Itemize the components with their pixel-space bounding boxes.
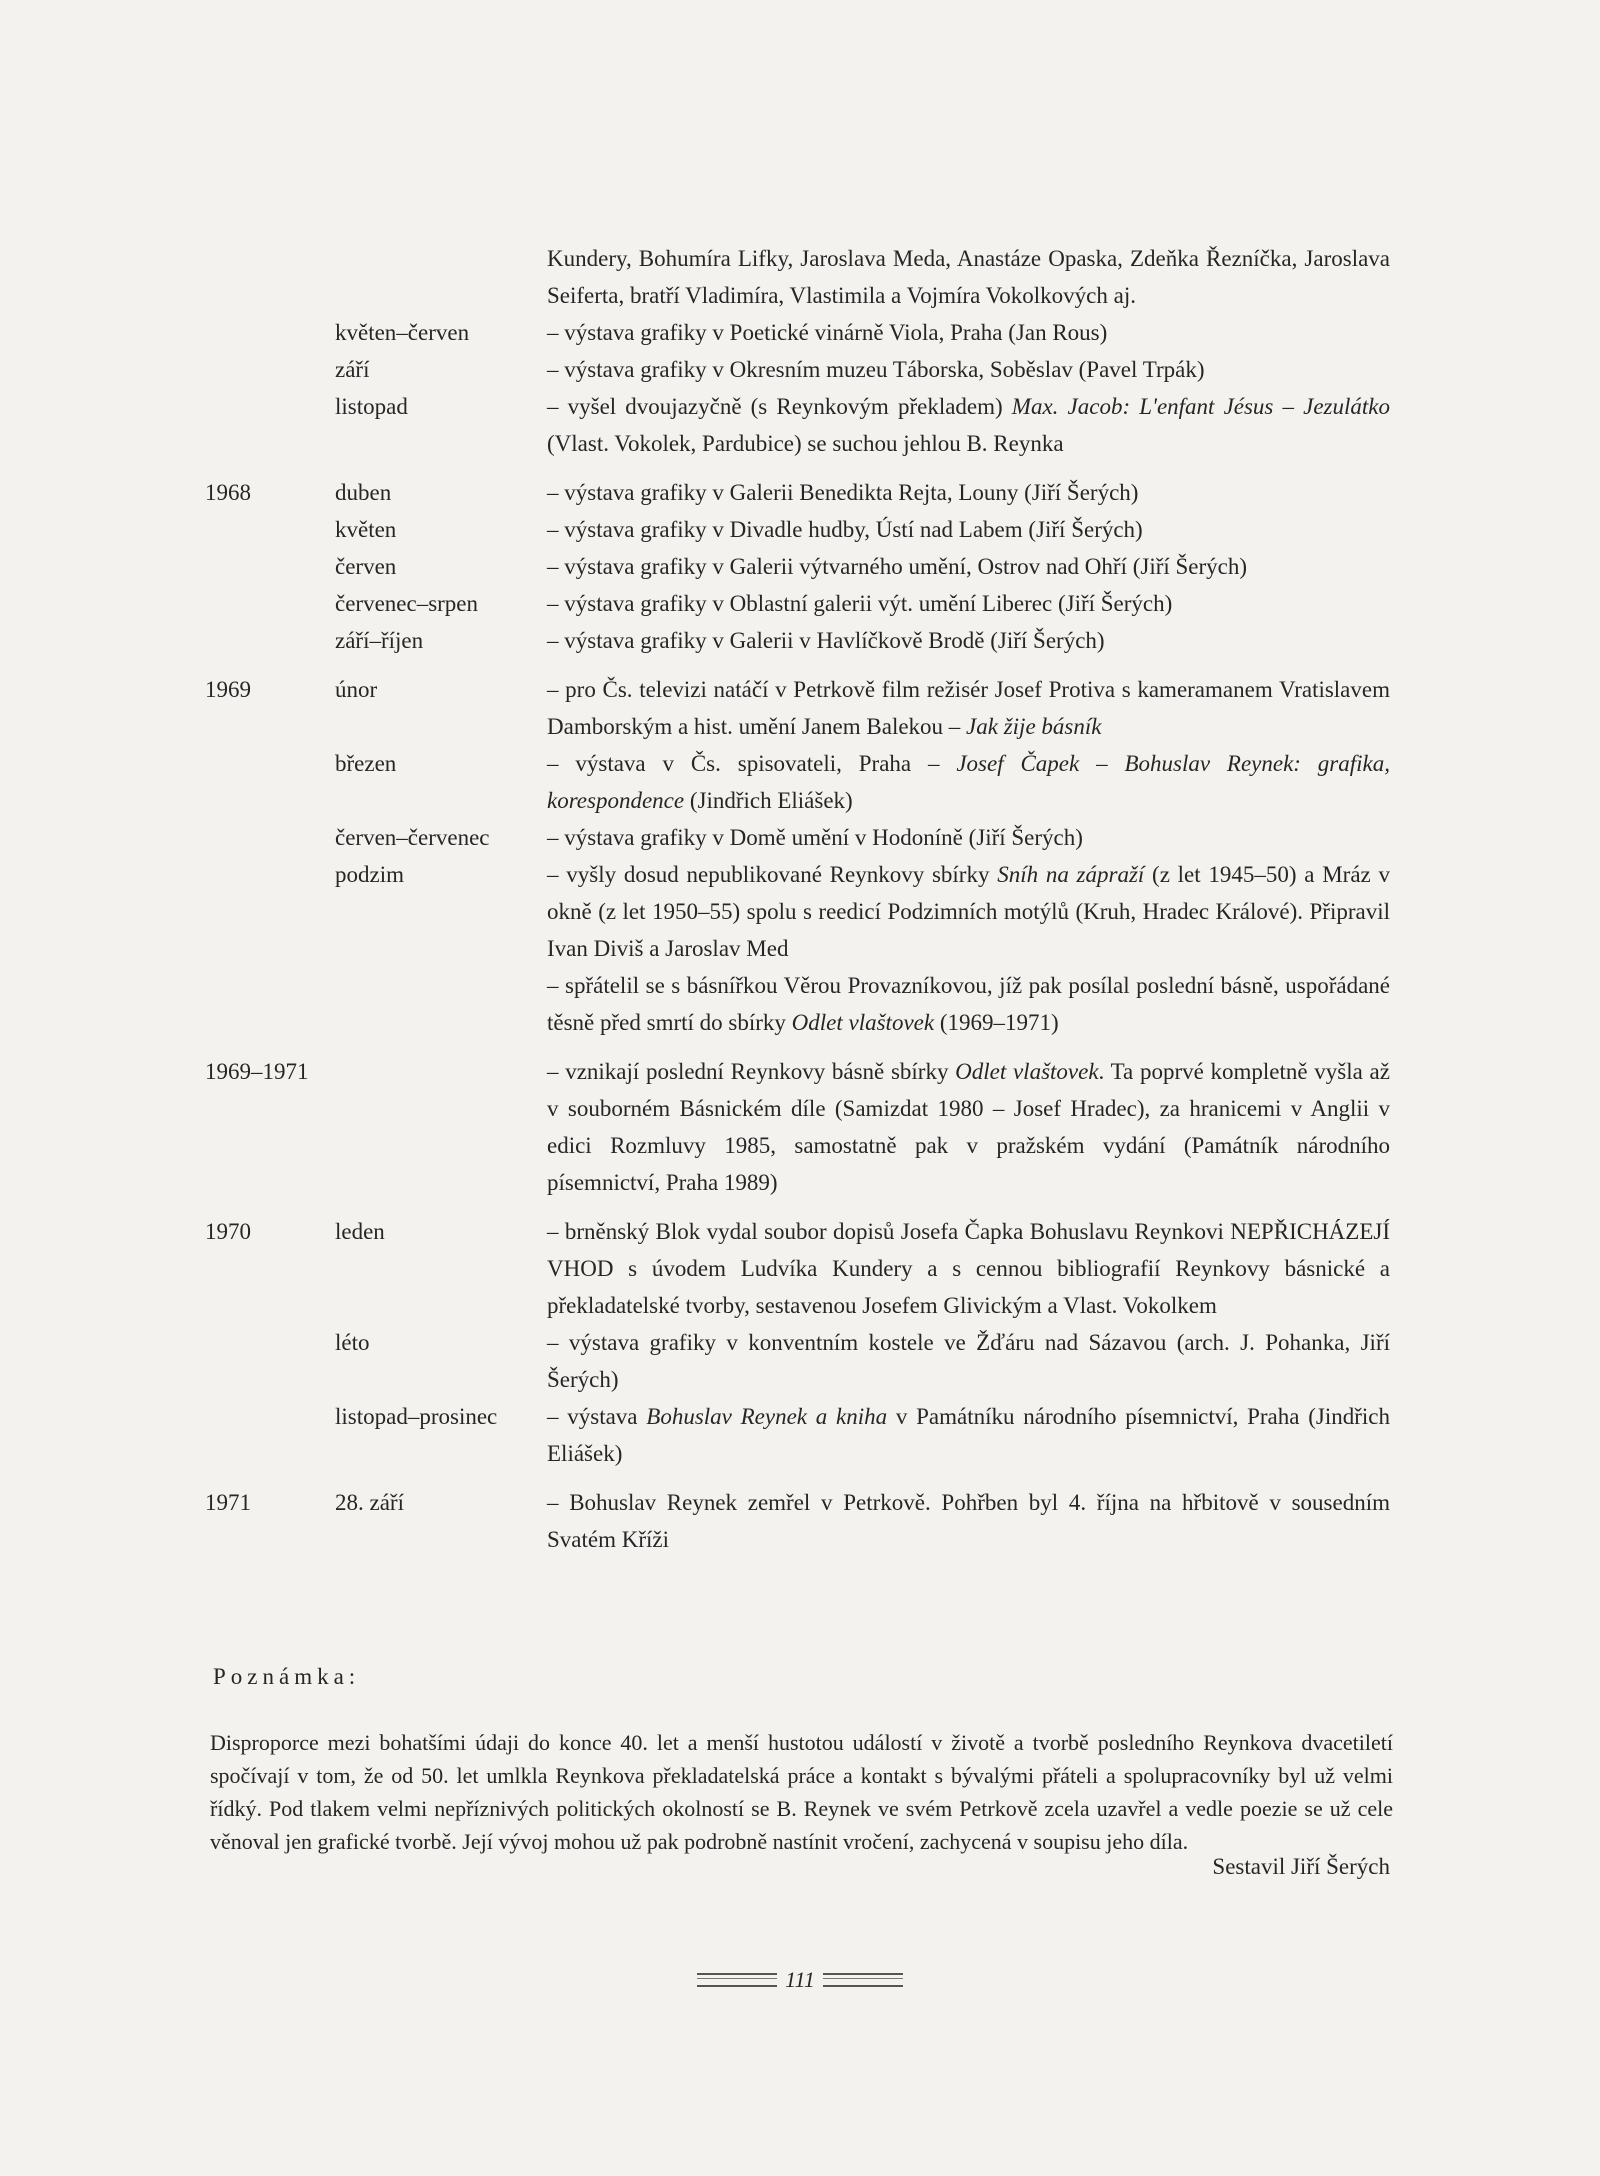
chronology-row <box>205 622 1390 659</box>
row-year: 1968 <box>205 480 251 505</box>
italic-title: Bohuslav Reynek a kniha <box>646 1404 888 1429</box>
row-year: 1971 <box>205 1490 251 1515</box>
row-period: květen–červen <box>335 320 470 345</box>
italic-title: Sníh na zápraží <box>997 862 1145 887</box>
row-period: květen <box>335 517 397 542</box>
chronology-row <box>205 1398 1390 1472</box>
chronology-row <box>205 240 1390 314</box>
row-text <box>547 856 1390 967</box>
chronology-row <box>205 1053 1390 1201</box>
row-year: 1969–1971 <box>205 1059 309 1084</box>
row-period: 28. září <box>335 1490 404 1515</box>
row-text <box>547 1398 1390 1472</box>
row-period: léto <box>335 1330 370 1355</box>
row-text <box>547 671 1390 745</box>
row-year: 1970 <box>205 1219 251 1244</box>
row-period: červen–červenec <box>335 825 490 850</box>
chronology-row <box>205 819 1390 856</box>
text-part: – spřátelil se s básnířkou Věrou Provazníkovou, jíž pak posílal poslední básně, uspořádané těsně před smrtí do sbírky <box>547 973 1390 1035</box>
row-period: září <box>335 357 370 382</box>
text-part: (1969–1971) <box>934 1010 1059 1035</box>
row-period: podzim <box>335 862 404 887</box>
row-text: – výstava grafiky v Galerii v Havlíčkově Brodě (Jiří Šerých) <box>547 628 1105 653</box>
note-body: Disproporce mezi bohatšími údaji do konce 40. let a menší hustotou událostí v životě a tvorbě posledního Reynkova dvacetiletí spočívají v tom, že od 50. let umlkla Reynkova překladatelská práce a kontakt s bývalými přáteli a spolupracovníky byl už velmi řídký. Pod tlakem velmi nepříznivých politických okolností se B. Reynek ve svém Petrkově zcela uzavřel a vedle poezie se už cele věnoval jen grafické tvorbě. Její vývoj mohou už pak podrobně nastínit vročení, zachycená v soupisu jeho díla. <box>210 1730 1393 1854</box>
italic-title: Josef Čapek – Bohuslav Reynek: grafika, korespondence <box>547 751 1390 813</box>
row-period: listopad–prosinec <box>335 1404 498 1429</box>
italic-title: Jak žije básník <box>966 714 1102 739</box>
row-text: – výstava grafiky v Okresním muzeu Táborska, Soběslav (Pavel Trpák) <box>547 357 1205 382</box>
chronology-row <box>205 671 1390 745</box>
text-part: (z let 1945–50) a Mráz v okně (z let 1950–55) spolu s reedicí Podzimních motýlů (Kruh, Hradec Králové). Připravil Ivan Diviš a Jaroslav Med <box>547 862 1390 961</box>
chronology-row <box>205 856 1390 967</box>
chronology-row <box>205 1213 1390 1324</box>
italic-title: Odlet vlaštovek <box>791 1010 935 1035</box>
chronology-row <box>205 1324 1390 1398</box>
decorative-rule-left <box>697 1973 777 1987</box>
row-text: Kundery, Bohumíra Lifky, Jaroslava Meda, Anastáze Opaska, Zdeňka Řezníčka, Jaroslava Seiferta, bratří Vladimíra, Vlastimila a Vojmíra Vokolkových aj. <box>547 246 1390 308</box>
row-period: březen <box>335 751 397 776</box>
chronology-row <box>205 351 1390 388</box>
signature: Sestavil Jiří Šerých <box>1212 1854 1390 1879</box>
row-text: – výstava grafiky v konventním kostele ve Žďáru nad Sázavou (arch. J. Pohanka, Jiří Šerých) <box>547 1330 1390 1392</box>
text-part: (Vlast. Vokolek, Pardubice) se suchou jehlou B. Reynka <box>547 431 1064 456</box>
row-text: – výstava grafiky v Poetické vinárně Viola, Praha (Jan Rous) <box>547 320 1108 345</box>
page-number: 111 <box>785 1967 815 1992</box>
text-part: . Ta poprvé kompletně vyšla až v souborném Básnickém díle (Samizdat 1980 – Josef Hradec), za hranicemi v Anglii v edici Rozmluvy 1985, samostatně pak v pražském vydání (Památník národního písemnictví, Praha 1989) <box>547 1059 1390 1195</box>
text-part: – vznikají poslední Reynkovy básně sbírky <box>547 1059 956 1084</box>
page-number-folio <box>655 1962 945 1998</box>
text-part: – výstava <box>547 1404 647 1429</box>
row-period: leden <box>335 1219 385 1244</box>
chronology-row <box>205 388 1390 462</box>
text-part: – pro Čs. televizi natáčí v Petrkově film režisér Josef Protiva s kameramanem Vratislavem Damborským a hist. umění Janem Balekou – <box>547 677 1390 739</box>
italic-title: Max. Jacob: L'enfant Jésus – Jezulátko <box>1011 394 1390 419</box>
row-period: únor <box>335 677 378 702</box>
row-text: – výstava grafiky v Divadle hudby, Ústí nad Labem (Jiří Šerých) <box>547 517 1143 542</box>
row-period: červenec–srpen <box>335 591 479 616</box>
row-period: září–říjen <box>335 628 424 653</box>
text-part: – vyšly dosud nepublikované Reynkovy sbírky <box>547 862 998 887</box>
row-year: 1969 <box>205 677 251 702</box>
italic-title: Odlet vlaštovek <box>955 1059 1099 1084</box>
row-text <box>547 388 1390 462</box>
text-part: – vyšel dvoujazyčně (s Reynkovým překladem) <box>547 394 1012 419</box>
chronology-row <box>205 967 1390 1041</box>
chronology-table <box>205 240 1390 1558</box>
row-text: – výstava grafiky v Domě umění v Hodoníně (Jiří Šerých) <box>547 825 1083 850</box>
row-text <box>547 967 1390 1041</box>
text-part: v Památníku národního písemnictví, Praha (Jindřich Eliášek) <box>547 1404 1390 1466</box>
row-period: listopad <box>335 394 408 419</box>
chronology-row <box>205 474 1390 511</box>
row-period: červen <box>335 554 397 579</box>
row-text: – výstava grafiky v Oblastní galerii výt. umění Liberec (Jiří Šerých) <box>547 591 1173 616</box>
row-text <box>547 745 1390 819</box>
row-text: – Bohuslav Reynek zemřel v Petrkově. Pohřben byl 4. října na hřbitově v sousedním Svatém Kříži <box>547 1490 1390 1552</box>
row-period: duben <box>335 480 392 505</box>
chronology-row <box>205 745 1390 819</box>
chronology-row <box>205 511 1390 548</box>
row-text: – výstava grafiky v Galerii výtvarného umění, Ostrov nad Ohří (Jiří Šerých) <box>547 554 1248 579</box>
row-text: – brněnský Blok vydal soubor dopisů Josefa Čapka Bohuslavu Reynkovi NEPŘICHÁZEJÍ VHOD s úvodem Ludvíka Kundery a s cennou bibliografií Reynkovy básnické a překladatelské tvorby, sestavenou Josefem Glivickým a Vlast. Vokolkem <box>547 1219 1390 1318</box>
chronology-row <box>205 585 1390 622</box>
decorative-rule-right <box>823 1973 903 1987</box>
chronology-row <box>205 548 1390 585</box>
row-text: – výstava grafiky v Galerii Benedikta Rejta, Louny (Jiří Šerých) <box>547 480 1139 505</box>
row-text <box>547 1053 1390 1201</box>
chronology-row <box>205 314 1390 351</box>
chronology-row <box>205 1484 1390 1558</box>
text-part: (Jindřich Eliášek) <box>684 788 853 813</box>
note-heading: Poznámka: <box>213 1664 361 1689</box>
text-part: – výstava v Čs. spisovateli, Praha – <box>547 751 957 776</box>
